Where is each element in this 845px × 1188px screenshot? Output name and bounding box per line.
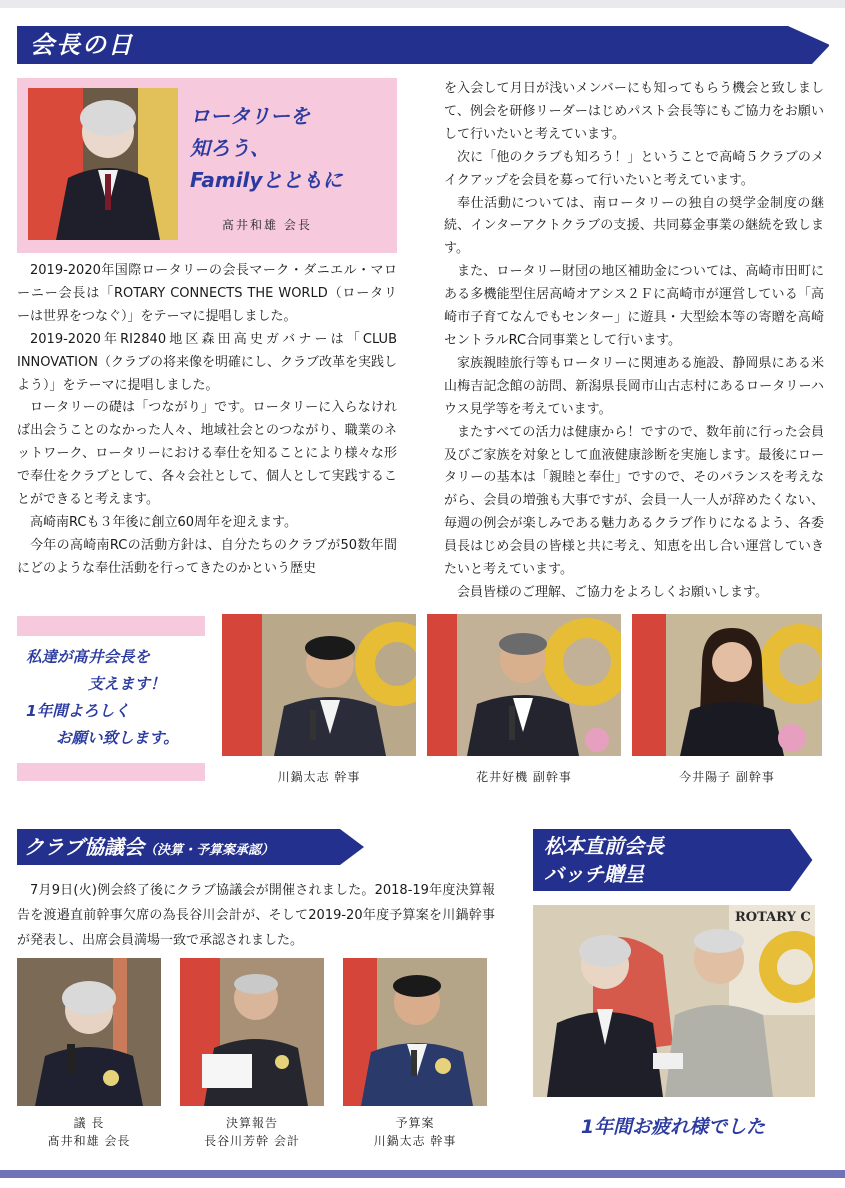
article-continuation: を入会して月日が浅いメンバーにも知ってもらう機会と致しまして、例会を研修リーダーはじめパスト会長等にもご協力をお願いして行いたいと考えています。 — [444, 81, 824, 142]
council-caption-name: 髙井和雄 会長 — [47, 1134, 131, 1148]
council-caption — [17, 1114, 161, 1150]
officer-photo — [222, 614, 416, 756]
council-text — [17, 878, 495, 953]
council-caption — [343, 1114, 487, 1150]
article-paragraph: 今年の高崎南RCの活動方針は、自分たちのクラブが50数年間にどのような奉仕活動を行ってきたのかという歴史 — [17, 537, 397, 576]
badge-title-line: 松本直前会長 — [544, 834, 664, 858]
council-photo — [180, 958, 324, 1106]
officer-caption: 川鍋太志 幹事 — [277, 770, 361, 784]
president-name: 髙井和雄 会長 — [222, 218, 312, 232]
article-left-column — [17, 260, 397, 581]
article-paragraph: 家族親睦旅行等もロータリーに関連ある施設、静岡県にある米山梅吉記念館の訪問、新潟県長岡市山古志村にあるロータリーハウス見学等を考えています。 — [444, 355, 824, 417]
council-title-main: クラブ協議会 — [24, 835, 144, 859]
article-paragraph: 奉仕活動については、南ロータリーの独自の奨学金制度の継続、インターアクトクラブの支援、共同募金事業の継続を致します。 — [444, 195, 824, 257]
thanks-message: 1年間お疲れ様でした — [580, 1116, 766, 1138]
support-line: お願い致します。 — [56, 729, 179, 747]
council-caption — [180, 1114, 324, 1150]
officer-caption: 今井陽子 副幹事 — [679, 770, 775, 784]
support-message — [24, 644, 204, 752]
support-line: 私達が髙井会長を — [26, 648, 151, 666]
council-caption-role: 予算案 — [395, 1116, 435, 1130]
top-stripe — [0, 0, 845, 8]
hero-title-line: 知ろう、 — [190, 136, 270, 160]
council-paragraph: 7月9日(火)例会終了後にクラブ協議会が開催されました。2018-19年度決算報告を渡邉直前幹事欠席の為長谷川会計が、そして2019-20年度予算案を川鍋幹事が発表し、出席会員満場一致で承認されました。 — [17, 883, 495, 948]
council-title-sub: （決算・予算案承認） — [144, 843, 275, 858]
officer-photo — [632, 614, 822, 756]
badge-title — [544, 832, 664, 888]
bottom-stripe — [0, 1170, 845, 1178]
council-title — [24, 832, 274, 866]
support-line: 1年間よろしく — [26, 702, 130, 720]
hero-title-line: Familyとともに — [190, 168, 343, 192]
article-paragraph: ロータリーの礎は「つながり」です。ロータリーに入らなければ出会うことのなかった人々、地域社会とのつながり、職業のネットワーク、ロータリーにおける奉仕を知ることにより様々な形で奉仕をクラブとして、各々会社として、個人として実践することができると考えます。 — [17, 400, 397, 508]
article-paragraph: またすべての活力は健康から！ですので、数年前に行った会員及びご家族を対象として血液健康診断を実施します。最後にロータリーの基本は「親睦と奉仕」ですので、そのバランスを考えながら、会員の増強も大事ですが、会員一人一人が辞めたくない、毎週の例会が楽しみである魅力あるクラブ作りになるよう、各委員長はじめ会員の皆様と共に考え、知恵を出し合い運営していきたいと考えています。 — [444, 424, 824, 578]
officer-photo — [427, 614, 621, 756]
hero-title — [190, 100, 400, 196]
article-paragraph: 高崎南RCも３年後に創立60周年を迎えます。 — [30, 514, 297, 530]
officer-caption: 花井好機 副幹事 — [476, 770, 572, 784]
badge-photo-sign: ROTARY C — [735, 910, 811, 925]
badge-title-line: バッチ贈呈 — [544, 862, 644, 886]
council-caption-name: 長谷川芳幹 会計 — [204, 1134, 300, 1148]
article-paragraph: また、ロータリー財団の地区補助金については、高崎市田町にある多機能型住居高崎オアシス２Ｆに高崎市が運営している「高崎市子育てなんでもセンター」に遊具・大型絵本等の寄贈を高崎セントラルRC合同事業として行います。 — [444, 264, 824, 348]
article-paragraph: 会員皆様のご理解、ご協力をよろしくお願いします。 — [457, 584, 768, 600]
page-title: 会長の日 — [30, 31, 134, 59]
council-caption-role: 決算報告 — [225, 1116, 278, 1130]
article-paragraph: 次に「他のクラブも知ろう！」ということで高崎５クラブのメイクアップを会員を募って行いたいと考えています。 — [444, 149, 824, 188]
header-banner — [17, 26, 829, 64]
president-photo — [28, 88, 178, 240]
article-paragraph: 2019-2020年RI2840地区森田高史ガバナーは「CLUB INNOVATION（クラブの将来像を明確にし、クラブ改革を実践しよう）」をテーマに提唱しました。 — [17, 331, 397, 393]
council-photo — [17, 958, 161, 1106]
article-paragraph: 2019-2020年国際ロータリーの会長マーク・ダニエル・マローニー会長は「ROTARY CONNECTS THE WORLD（ロータリーは世界をつなぐ）」をテーマに提唱しました。 — [17, 263, 397, 324]
council-caption-name: 川鍋太志 幹事 — [373, 1134, 457, 1148]
council-caption-role: 議 長 — [73, 1116, 105, 1130]
badge-photo — [533, 905, 815, 1097]
support-line: 支えます！ — [88, 675, 166, 693]
council-photo — [343, 958, 487, 1106]
article-right-column — [444, 78, 824, 605]
hero-title-line: ロータリーを — [190, 104, 310, 128]
